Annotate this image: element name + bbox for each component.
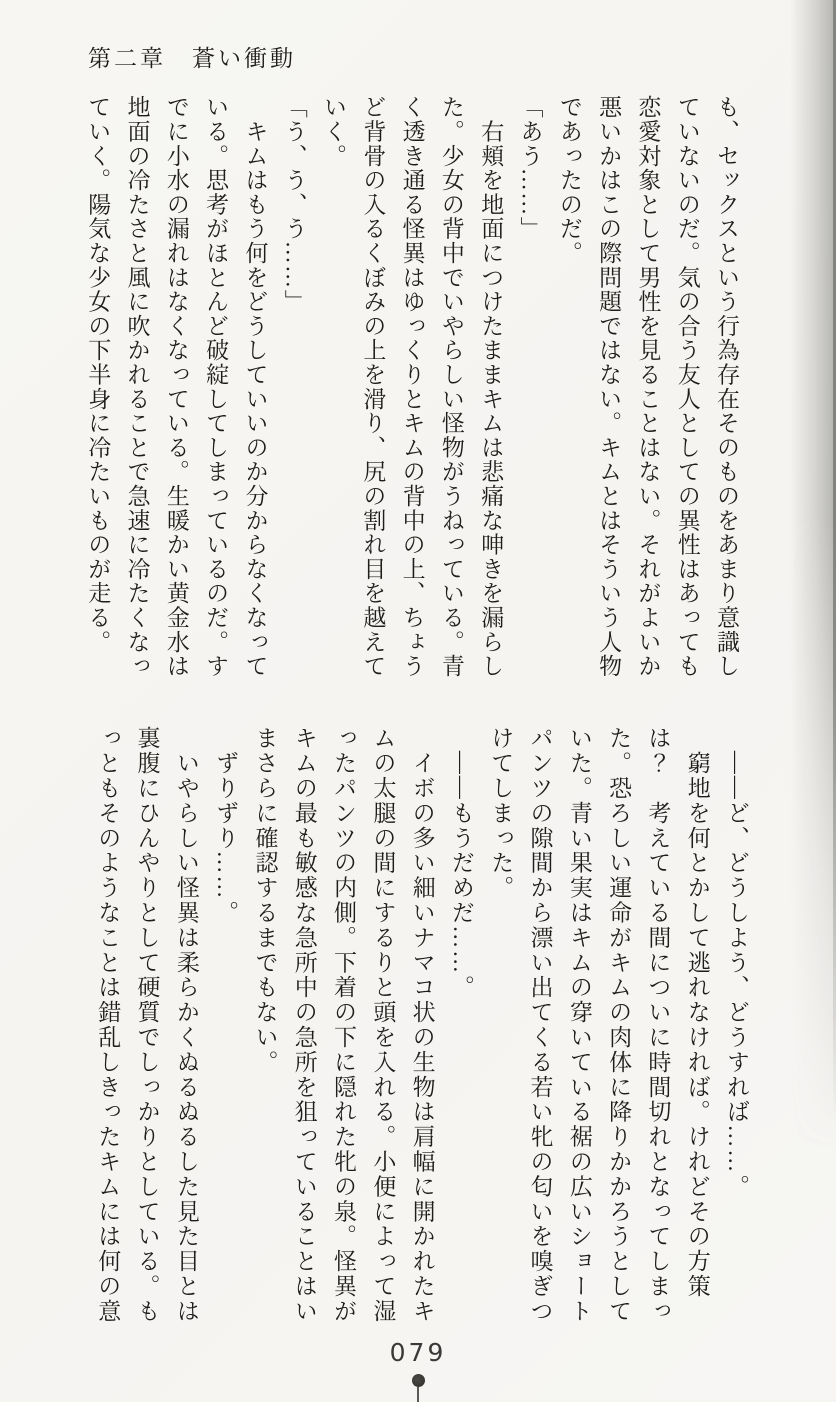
- text-column: 恋愛対象として男性を見ることはない。それがよいか: [635, 95, 661, 679]
- text-column: っともそのようなことは錯乱しきったキムには何の意: [95, 726, 121, 1324]
- text-column: キムはもう何をどうしていいのか分からなくなって: [242, 95, 268, 679]
- text-column: 窮地を何とかして逃れなければ。けれどその方策: [684, 726, 710, 1299]
- page-footer: [0, 1338, 836, 1367]
- text-column: キムの最も敏感な急所中の急所を狙っていることはい: [291, 726, 317, 1324]
- scan-edge-shadow: [790, 0, 836, 1150]
- text-column: 「う、う、う……」: [281, 95, 307, 314]
- text-column: であったのだ。: [556, 95, 582, 266]
- text-column: パンツの隙間から漂い出てくる若い牝の匂いを嗅ぎつ: [527, 726, 553, 1324]
- text-column: でに小水の漏れはなくなっている。生暖かい黄金水は: [163, 95, 189, 679]
- ornament-dot-icon: [412, 1374, 425, 1387]
- text-column: いく。: [321, 95, 347, 168]
- text-column: 右頬を地面につけたままキムは悲痛な呻きを漏らし: [478, 95, 504, 679]
- text-column: ムの太腿の間にするりと頭を入れる。小便によって湿: [370, 726, 396, 1324]
- page-number: 079: [389, 1338, 447, 1367]
- text-column: ったパンツの内側。下着の下に隠れた牝の泉。怪異が: [331, 726, 357, 1324]
- text-column: けてしまった。: [488, 726, 514, 901]
- text-column: ど背骨の入るくぼみの上を滑り、尻の割れ目を越えて: [360, 95, 386, 679]
- text-column: まさらに確認するまでもない。: [252, 726, 278, 1075]
- text-column: く透き通る怪異はゆっくりとキムの背中の上、ちょう: [399, 95, 425, 679]
- text-column: ていないのだ。気の合う友人としての異性はあっても: [674, 95, 700, 679]
- text-column: ていく。陽気な少女の下半身に冷たいものが走る。: [85, 95, 111, 654]
- chapter-header: 第二章 蒼い衝動: [88, 46, 296, 71]
- text-column: イボの多い細いナマコ状の生物は肩幅に開かれたキ: [409, 726, 435, 1324]
- text-column: 「あう……」: [517, 95, 543, 241]
- text-column: 悪いかはこの際問題ではない。キムとはそういう人物: [596, 95, 622, 679]
- text-column: た。恐ろしい運命がキムの肉体に降りかかろうとして: [606, 726, 632, 1324]
- text-column: も、セックスという行為存在そのものをあまり意識し: [714, 95, 739, 679]
- text-column: ――もうだめだ……。: [448, 726, 474, 1000]
- text-block-top: [78, 95, 746, 687]
- text-column: いやらしい怪異は柔らかくぬるぬるした見た目とは: [173, 726, 199, 1324]
- text-column: 地面の冷たさと風に吹かれることで急速に冷たくなっ: [124, 95, 150, 679]
- text-column: ずりずり……。: [213, 726, 239, 926]
- text-column: は？ 考えている間についに時間切れとなってしまっ: [645, 726, 671, 1324]
- text-column: いた。青い果実はキムの穿いている裾の広いショート: [566, 726, 592, 1324]
- text-column: いる。思考がほとんど破綻してしまっているのだ。す: [203, 95, 229, 679]
- text-column: ――ど、どうしよう、どうすれば……。: [724, 726, 749, 1200]
- page-ornament: [411, 1374, 425, 1402]
- text-column: 裏腹にひんやりとして硬質でしっかりとしている。も: [134, 726, 160, 1324]
- text-column: た。少女の背中でいやらしい怪物がうねっている。青: [438, 95, 464, 679]
- text-block-bottom: [88, 726, 756, 1336]
